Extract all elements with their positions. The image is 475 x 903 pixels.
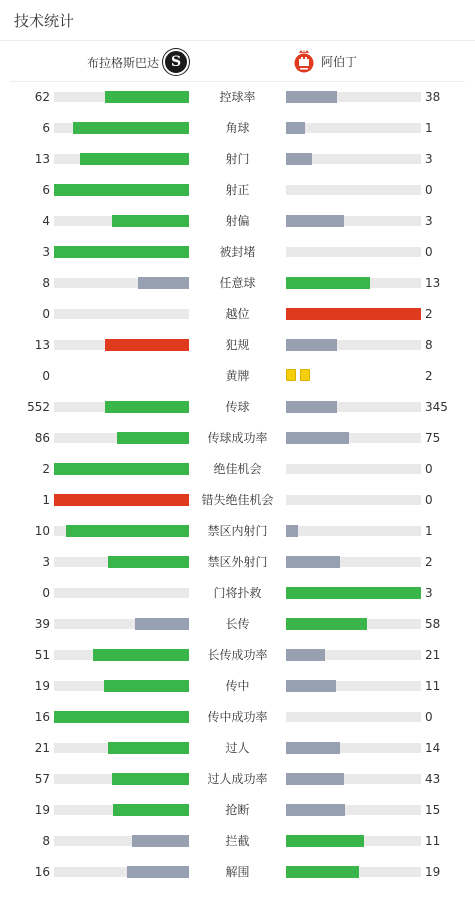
home-stat-bar: [54, 154, 189, 164]
home-stat-value: 13: [34, 338, 50, 352]
home-stat-value: 16: [34, 865, 50, 879]
home-stat-bar-fill: [54, 494, 189, 506]
away-stat-bar-fill: [286, 649, 325, 661]
home-stat-bar: [54, 402, 189, 412]
away-stat-value: 43: [425, 772, 441, 786]
home-stat-value: 51: [34, 648, 50, 662]
home-stat-bar: [54, 185, 189, 195]
away-stat-bar-fill: [286, 525, 298, 537]
home-stat-value: 8: [42, 834, 50, 848]
home-stat-bar-fill: [105, 91, 189, 103]
home-stat-bar-fill: [80, 153, 189, 165]
home-stat-bar-fill: [54, 463, 189, 475]
home-stat-value: 57: [34, 772, 50, 786]
away-stat-value: 75: [425, 431, 441, 445]
home-stat-bar-fill: [108, 742, 189, 754]
away-stat-value: 11: [425, 834, 441, 848]
home-stat-value: 19: [34, 803, 50, 817]
away-stat-bar-fill: [286, 773, 344, 785]
stat-label: 角球: [225, 121, 250, 135]
away-stat-bar: [286, 216, 421, 226]
away-stat-bar-fill: [286, 618, 367, 630]
home-stat-bar-fill: [54, 246, 189, 258]
away-stat-bar-fill: [286, 339, 337, 351]
home-stat-bar: [54, 340, 189, 350]
home-stat-value: 552: [27, 400, 50, 414]
yellow-card-icon: [300, 369, 310, 381]
stat-label: 黄牌: [225, 369, 250, 383]
home-stat-bar-fill: [127, 866, 189, 878]
away-stat-bar-fill: [286, 587, 421, 599]
away-stat-bar: [286, 774, 421, 784]
away-stat-bar: [286, 743, 421, 753]
away-stat-bar-fill: [286, 91, 337, 103]
away-stat-value: 14: [425, 741, 441, 755]
home-stat-bar: [54, 836, 189, 846]
stat-label: 长传: [225, 617, 250, 631]
home-stat-bar-fill: [54, 184, 189, 196]
home-stat-value: 13: [34, 152, 50, 166]
home-stat-bar: [54, 681, 189, 691]
away-stat-bar: [286, 402, 421, 412]
home-stat-bar-fill: [93, 649, 189, 661]
stat-label: 传中: [225, 679, 250, 693]
home-stat-value: 21: [34, 741, 50, 755]
yellow-cards: [286, 369, 310, 381]
away-stat-bar: [286, 309, 421, 319]
away-stat-bar-fill: [286, 215, 344, 227]
away-stat-value: 2: [425, 369, 433, 383]
home-stat-bar: [54, 278, 189, 288]
away-stat-bar: [286, 495, 421, 505]
away-stat-bar: [286, 805, 421, 815]
home-stat-value: 86: [34, 431, 50, 445]
away-stat-bar: [286, 867, 421, 877]
away-stat-bar-fill: [286, 804, 345, 816]
away-stat-bar: [286, 836, 421, 846]
home-stat-bar-fill: [117, 432, 189, 444]
stat-label: 任意球: [219, 276, 256, 290]
away-stat-bar: [286, 92, 421, 102]
away-stat-value: 1: [425, 121, 433, 135]
stat-label: 拦截: [225, 834, 250, 848]
stat-label: 越位: [225, 307, 250, 321]
home-stat-bar-fill: [105, 401, 189, 413]
home-stat-bar-fill: [112, 215, 189, 227]
away-stat-bar: [286, 433, 421, 443]
home-stat-bar-fill: [66, 525, 189, 537]
home-team-name: 布拉格斯巴达: [86, 55, 159, 70]
stat-label: 禁区外射门: [207, 555, 268, 569]
home-stat-value: 3: [42, 245, 50, 259]
stat-label: 被封堵: [219, 245, 256, 259]
away-stat-value: 38: [425, 90, 441, 104]
home-stat-value: 0: [42, 586, 50, 600]
home-stat-value: 4: [42, 214, 50, 228]
away-team-name: 阿伯丁: [321, 54, 358, 69]
away-stat-value: 21: [425, 648, 441, 662]
home-stat-value: 39: [34, 617, 50, 631]
stat-label: 射偏: [225, 214, 250, 228]
stat-label: 传中成功率: [207, 710, 268, 724]
stat-label: 犯规: [225, 338, 250, 352]
away-stat-value: 0: [425, 710, 433, 724]
home-stat-value: 6: [42, 121, 50, 135]
home-stat-bar: [54, 526, 189, 536]
stat-label: 过人成功率: [207, 772, 268, 786]
away-stat-value: 8: [425, 338, 433, 352]
away-stat-value: 2: [425, 555, 433, 569]
home-stat-bar: [54, 619, 189, 629]
away-stat-value: 0: [425, 245, 433, 259]
home-stat-value: 0: [42, 307, 50, 321]
away-stat-value: 2: [425, 307, 433, 321]
home-stat-bar: [54, 588, 189, 598]
stat-label: 射门: [225, 152, 250, 166]
teams-row: [10, 41, 465, 82]
away-stat-bar: [286, 247, 421, 257]
away-stat-bar: [286, 681, 421, 691]
stat-label: 传球: [225, 400, 250, 414]
home-stat-bar: [54, 123, 189, 133]
away-stat-bar: [286, 340, 421, 350]
home-stat-bar: [54, 464, 189, 474]
away-stat-bar: [286, 278, 421, 288]
home-stat-bar-fill: [108, 556, 189, 568]
home-stat-value: 6: [42, 183, 50, 197]
stat-label: 错失绝佳机会: [201, 493, 274, 507]
away-stat-value: 3: [425, 214, 433, 228]
home-stat-value: 62: [34, 90, 50, 104]
home-stat-bar: [54, 309, 189, 319]
away-stat-value: 0: [425, 183, 433, 197]
away-stat-value: 19: [425, 865, 441, 879]
away-stat-bar: [286, 185, 421, 195]
home-stat-bar-fill: [104, 680, 189, 692]
home-stat-bar-fill: [105, 339, 189, 351]
home-stat-value: 3: [42, 555, 50, 569]
home-stat-bar: [54, 805, 189, 815]
home-stat-bar: [54, 92, 189, 102]
stat-label: 解围: [225, 865, 250, 879]
away-stat-bar-fill: [286, 556, 340, 568]
away-stat-bar: [286, 588, 421, 598]
away-stat-value: 11: [425, 679, 441, 693]
home-stat-value: 0: [42, 369, 50, 383]
away-stat-value: 15: [425, 803, 441, 817]
away-stat-bar-fill: [286, 835, 364, 847]
away-stat-bar: [286, 712, 421, 722]
away-stat-bar: [286, 464, 421, 474]
home-stat-value: 19: [34, 679, 50, 693]
away-stat-bar: [286, 123, 421, 133]
stat-label: 长传成功率: [207, 648, 268, 662]
stat-label: 射正: [225, 183, 250, 197]
away-stat-bar: [286, 526, 421, 536]
stat-label: 禁区内射门: [207, 524, 268, 538]
home-stat-value: 2: [42, 462, 50, 476]
page-title: 技术统计: [14, 11, 75, 30]
home-team[interactable]: [87, 49, 189, 75]
home-stat-bar-fill: [112, 773, 189, 785]
away-stat-value: 0: [425, 493, 433, 507]
home-stat-value: 8: [42, 276, 50, 290]
away-stat-bar-fill: [286, 122, 305, 134]
away-stat-bar-fill: [286, 277, 370, 289]
away-stat-bar: [286, 619, 421, 629]
away-stat-bar-fill: [286, 866, 359, 878]
home-stat-value: 16: [34, 710, 50, 724]
home-stat-bar-fill: [113, 804, 189, 816]
home-team-logo-icon: S: [163, 49, 189, 75]
stat-label: 绝佳机会: [213, 462, 262, 476]
home-stat-bar: [54, 433, 189, 443]
away-stat-bar-fill: [286, 742, 340, 754]
home-stat-bar: [54, 743, 189, 753]
away-stat-bar: [286, 557, 421, 567]
home-stat-bar: [54, 774, 189, 784]
home-stat-bar: [54, 650, 189, 660]
stat-label: 控球率: [219, 90, 256, 104]
away-team-logo-icon: [293, 49, 315, 73]
stat-label: 门将扑救: [213, 586, 262, 600]
home-stat-bar-fill: [54, 711, 189, 723]
away-stat-bar-fill: [286, 401, 337, 413]
away-stat-value: 58: [425, 617, 441, 631]
home-stat-bar: [54, 712, 189, 722]
section-header: [0, 0, 475, 41]
away-stat-bar-fill: [286, 680, 336, 692]
away-stat-value: 1: [425, 524, 433, 538]
stat-label: 过人: [225, 741, 250, 755]
away-stat-bar-fill: [286, 153, 312, 165]
away-stat-bar: [286, 650, 421, 660]
home-stat-bar: [54, 867, 189, 877]
home-stat-value: 10: [34, 524, 50, 538]
stat-label: 抢断: [225, 803, 250, 817]
home-stat-bar: [54, 495, 189, 505]
away-stat-bar-fill: [286, 432, 349, 444]
away-team[interactable]: [293, 49, 357, 73]
away-stat-value: 345: [425, 400, 448, 414]
home-stat-bar-fill: [132, 835, 189, 847]
home-stat-bar-fill: [138, 277, 189, 289]
home-stat-bar-fill: [73, 122, 189, 134]
away-stat-bar-fill: [286, 308, 421, 320]
home-stat-bar: [54, 557, 189, 567]
yellow-card-icon: [286, 369, 296, 381]
away-stat-value: 3: [425, 152, 433, 166]
away-stat-value: 0: [425, 462, 433, 476]
away-stat-value: 13: [425, 276, 441, 290]
home-stat-bar: [54, 247, 189, 257]
away-stat-value: 3: [425, 586, 433, 600]
home-stat-bar: [54, 216, 189, 226]
away-stat-bar: [286, 154, 421, 164]
home-stat-bar-fill: [135, 618, 189, 630]
home-stat-value: 1: [42, 493, 50, 507]
stat-label: 传球成功率: [207, 431, 268, 445]
